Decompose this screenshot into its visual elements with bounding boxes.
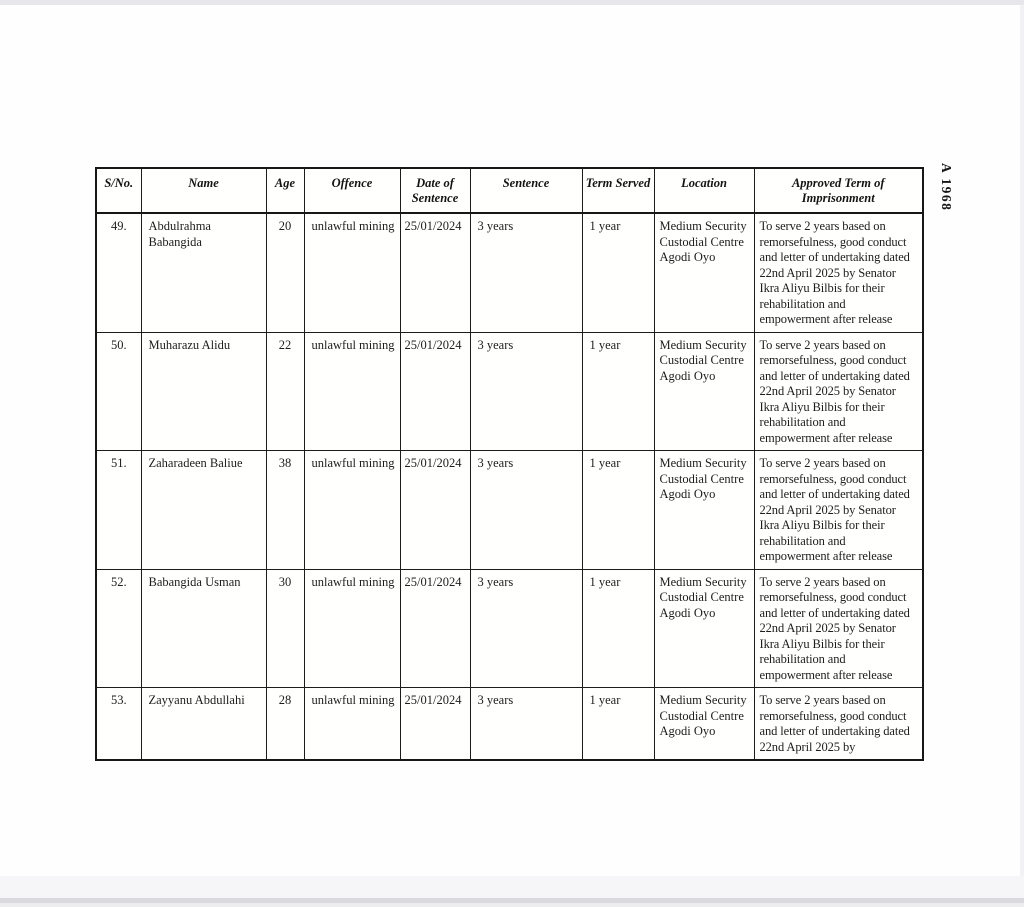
photo-edge-top (0, 0, 1024, 5)
cell-age: 28 (266, 688, 304, 761)
cell-approved-term: To serve 2 years based on remorsefulness, good conduct and letter of undertaking dated 22nd April 2025 by Senator Ikra Aliyu Bilbis for their rehabilitation and empowerment after release (754, 332, 923, 451)
col-header-term-served: Term Served (582, 168, 654, 213)
cell-age: 38 (266, 451, 304, 570)
cell-sentence: 3 years (470, 213, 582, 332)
col-header-date-of-sentence: Date of Sentence (400, 168, 470, 213)
table-row (96, 569, 923, 688)
cell-offence: unlawful mining (304, 569, 400, 688)
table-row (96, 688, 923, 761)
col-header-approved-term: Approved Term of Imprisonment (754, 168, 923, 213)
table-row (96, 213, 923, 332)
table-row (96, 332, 923, 451)
cell-sno: 53. (96, 688, 141, 761)
cell-term-served: 1 year (582, 451, 654, 570)
cell-offence: unlawful mining (304, 213, 400, 332)
cell-offence: unlawful mining (304, 688, 400, 761)
cell-term-served: 1 year (582, 332, 654, 451)
cell-age: 22 (266, 332, 304, 451)
cell-name: Muharazu Alidu (141, 332, 266, 451)
cell-term-served: 1 year (582, 569, 654, 688)
col-header-age: Age (266, 168, 304, 213)
cell-sno: 49. (96, 213, 141, 332)
col-header-location: Location (654, 168, 754, 213)
cell-name: Babangida Usman (141, 569, 266, 688)
table-row (96, 451, 923, 570)
cell-location: Medium Security Custodial Centre Agodi Oyo (654, 332, 754, 451)
cell-approved-term: To serve 2 years based on remorsefulness, good conduct and letter of undertaking dated 22nd April 2025 by (754, 688, 923, 761)
table-header-row (96, 168, 923, 213)
cell-offence: unlawful mining (304, 451, 400, 570)
col-header-sno: S/No. (96, 168, 141, 213)
col-header-sentence: Sentence (470, 168, 582, 213)
cell-approved-term: To serve 2 years based on remorsefulness, good conduct and letter of undertaking dated 22nd April 2025 by Senator Ikra Aliyu Bilbis for their rehabilitation and empowerment after release (754, 569, 923, 688)
photo-edge-right (1020, 5, 1024, 876)
cell-term-served: 1 year (582, 688, 654, 761)
cell-location: Medium Security Custodial Centre Agodi Oyo (654, 451, 754, 570)
cell-sentence: 3 years (470, 332, 582, 451)
prisoner-sentence-table (95, 167, 924, 761)
cell-age: 20 (266, 213, 304, 332)
photo-edge-bottom-band (0, 876, 1024, 898)
cell-age: 30 (266, 569, 304, 688)
cell-term-served: 1 year (582, 213, 654, 332)
page-margin-label: A 1968 (939, 163, 954, 212)
cell-name: Abdulrahma Babangida (141, 213, 266, 332)
cell-date-of-sentence: 25/01/2024 (400, 569, 470, 688)
cell-date-of-sentence: 25/01/2024 (400, 332, 470, 451)
cell-offence: unlawful mining (304, 332, 400, 451)
photo-edge-bottom-strip (0, 903, 1024, 907)
cell-date-of-sentence: 25/01/2024 (400, 213, 470, 332)
cell-name: Zayyanu Abdullahi (141, 688, 266, 761)
cell-approved-term: To serve 2 years based on remorsefulness, good conduct and letter of undertaking dated 22nd April 2025 by Senator Ikra Aliyu Bilbis for their rehabilitation and empowerment after release (754, 451, 923, 570)
cell-sno: 51. (96, 451, 141, 570)
col-header-name: Name (141, 168, 266, 213)
cell-sentence: 3 years (470, 451, 582, 570)
cell-location: Medium Security Custodial Centre Agodi Oyo (654, 688, 754, 761)
cell-location: Medium Security Custodial Centre Agodi Oyo (654, 213, 754, 332)
cell-location: Medium Security Custodial Centre Agodi Oyo (654, 569, 754, 688)
cell-date-of-sentence: 25/01/2024 (400, 688, 470, 761)
cell-sno: 52. (96, 569, 141, 688)
col-header-offence: Offence (304, 168, 400, 213)
cell-name: Zaharadeen Baliue (141, 451, 266, 570)
cell-sentence: 3 years (470, 688, 582, 761)
cell-approved-term: To serve 2 years based on remorsefulness, good conduct and letter of undertaking dated 22nd April 2025 by Senator Ikra Aliyu Bilbis for their rehabilitation and empowerment after release (754, 213, 923, 332)
cell-sno: 50. (96, 332, 141, 451)
cell-sentence: 3 years (470, 569, 582, 688)
cell-date-of-sentence: 25/01/2024 (400, 451, 470, 570)
